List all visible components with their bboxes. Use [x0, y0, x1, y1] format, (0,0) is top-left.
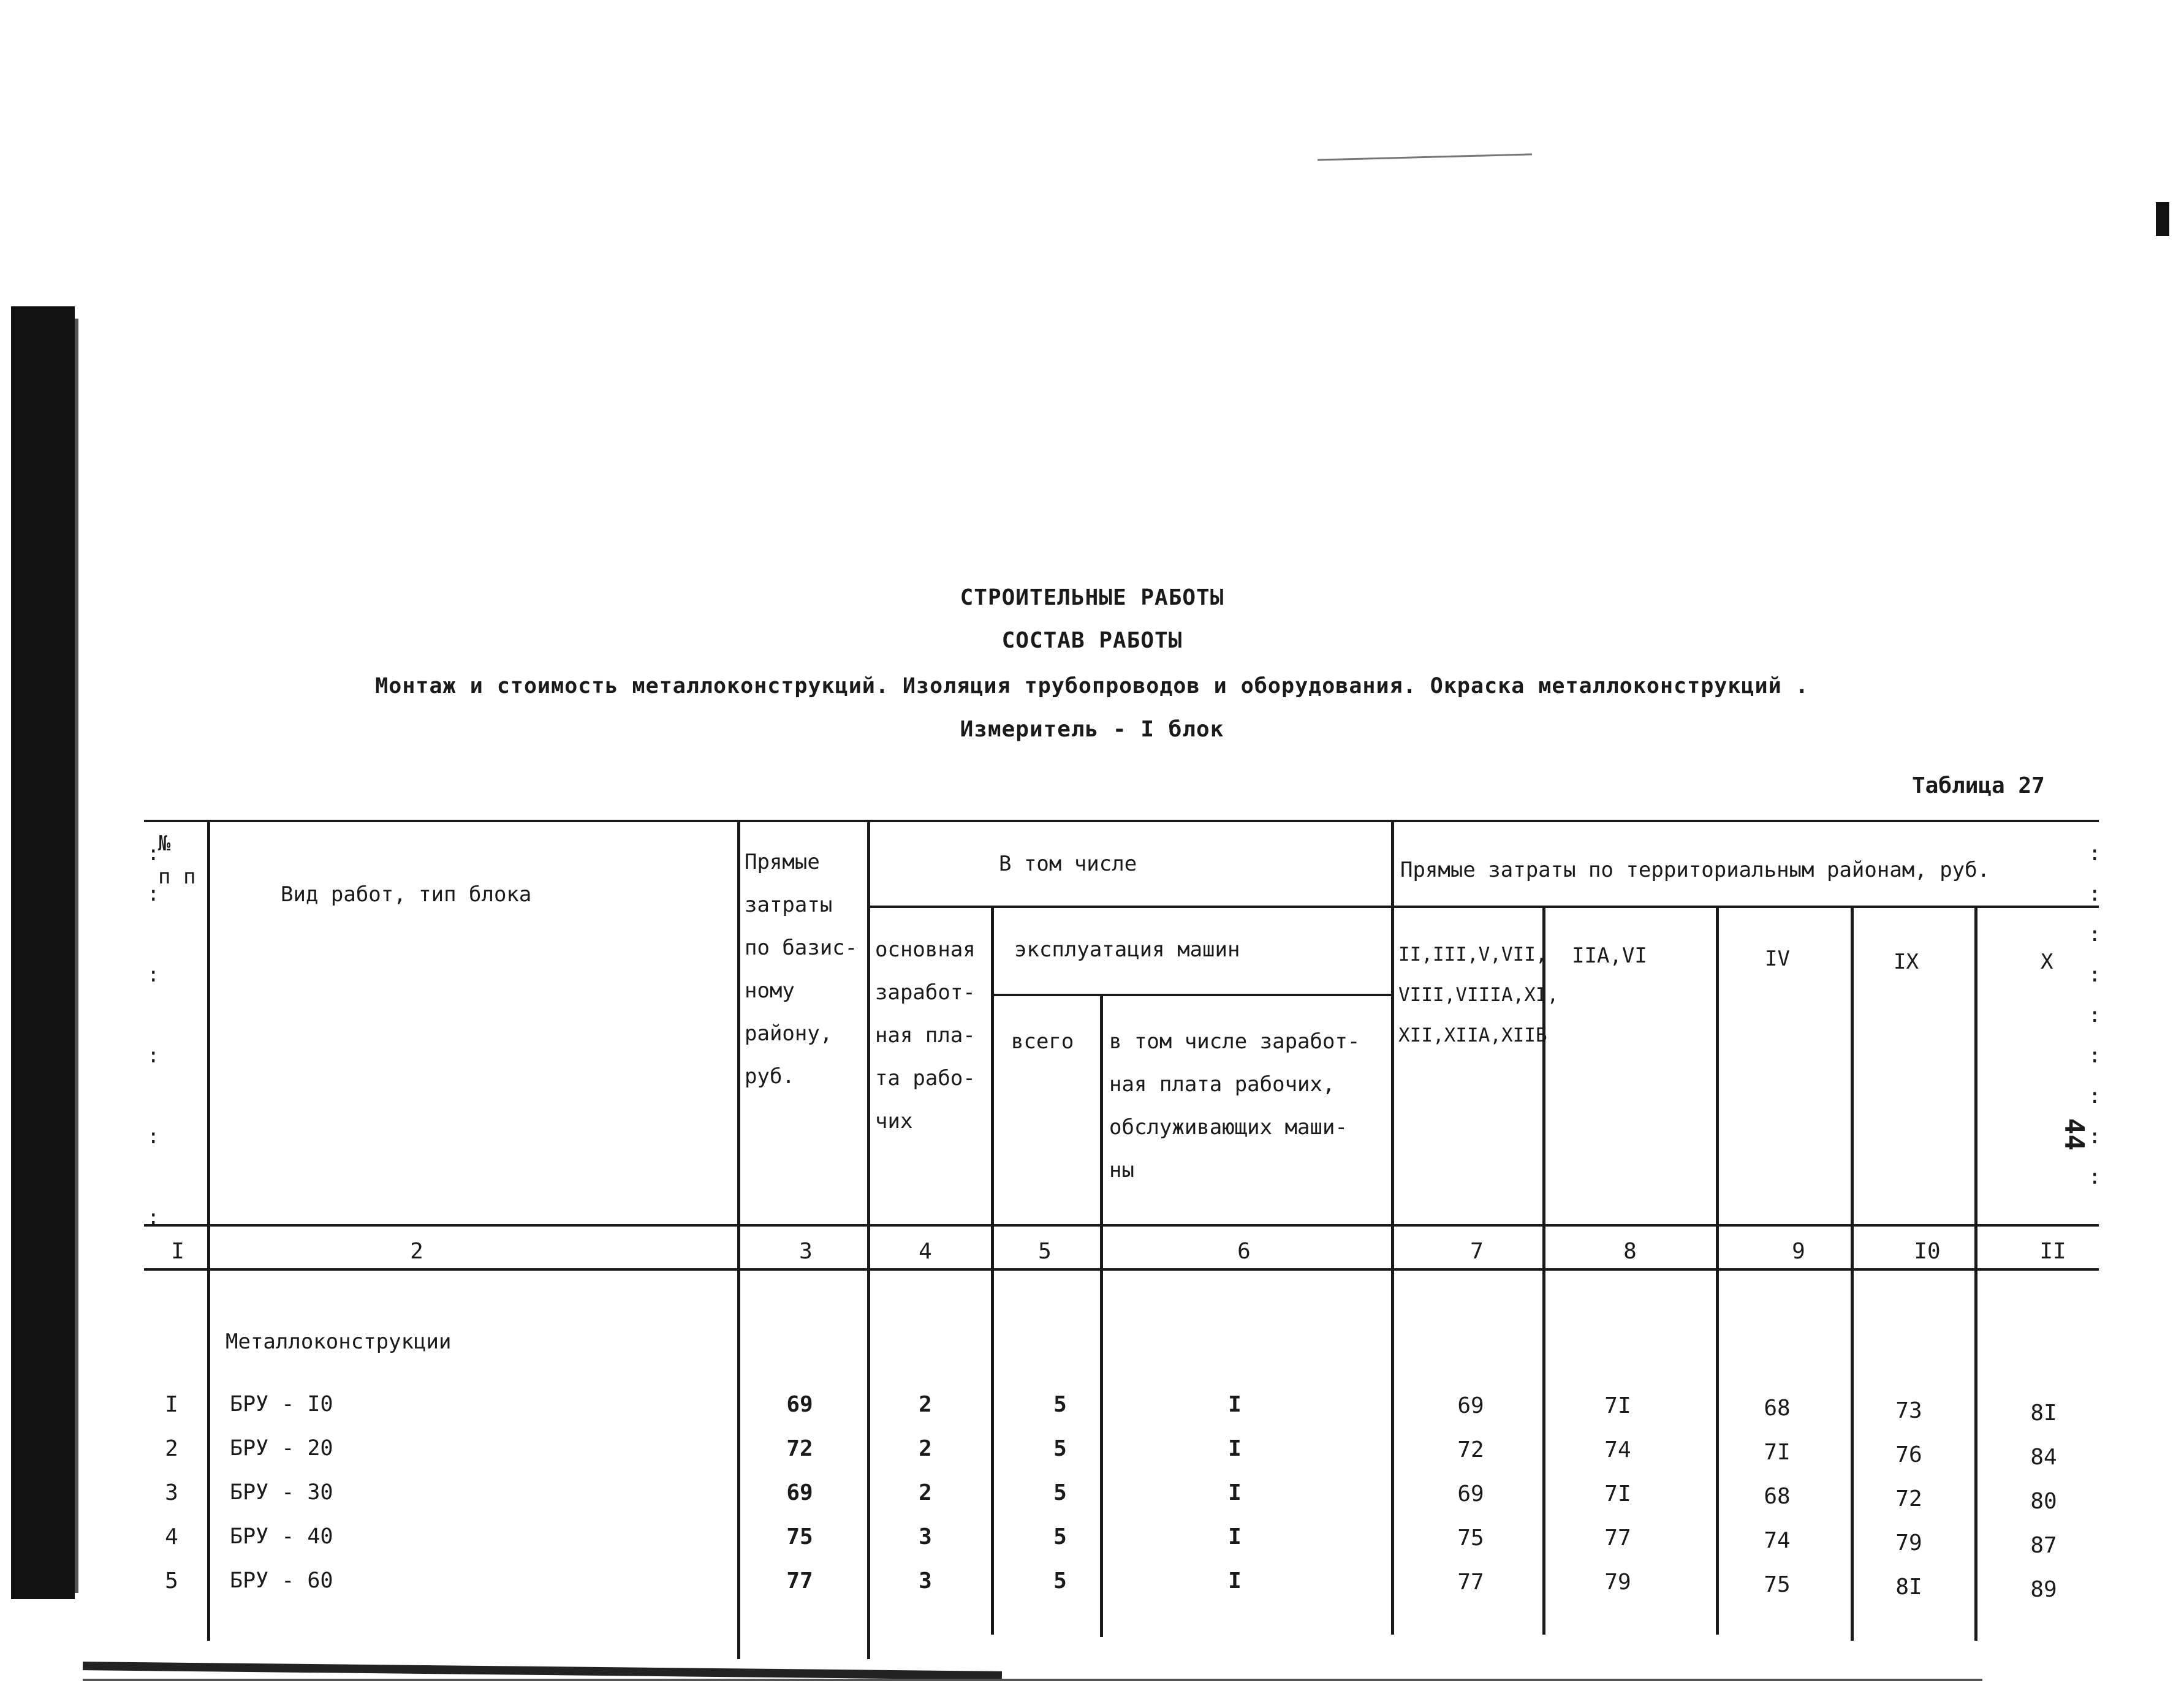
scan-shadow-edge — [75, 319, 78, 1593]
col-rule-2 — [737, 820, 740, 1659]
header-regions-11: X — [2041, 950, 2053, 974]
col-rule-5 — [1100, 994, 1103, 1637]
row-4-c7: 75 — [1457, 1526, 1484, 1551]
table-label: Таблица 27 — [1912, 773, 2045, 798]
row-2-n: 2 — [165, 1436, 178, 1461]
row-3-c3: 69 — [786, 1480, 813, 1505]
row-dots-right: : : : : : : : : : — [2088, 841, 2101, 1189]
row-2-c4: 2 — [919, 1436, 932, 1461]
header-bottom-rule — [144, 1224, 2099, 1227]
row-5-c5: 5 — [1053, 1568, 1067, 1594]
header-group-machines: эксплуатация машин — [1014, 937, 1240, 962]
row-3-c8: 7I — [1604, 1481, 1631, 1507]
col-rule-8 — [1716, 906, 1719, 1635]
row-2-c8: 74 — [1604, 1437, 1631, 1462]
col-rule-9 — [1851, 906, 1854, 1641]
row-1-name: БРУ - I0 — [230, 1392, 333, 1416]
colnum-11: II — [2039, 1239, 2066, 1264]
header-work-type: Вид работ, тип блока — [281, 882, 532, 907]
row-1-c9: 68 — [1764, 1396, 1791, 1421]
row-5-n: 5 — [165, 1568, 178, 1594]
row-1-c6: I — [1228, 1392, 1242, 1417]
row-1-c3: 69 — [786, 1392, 813, 1417]
colnum-7: 7 — [1470, 1239, 1484, 1264]
row-5-name: БРУ - 60 — [230, 1568, 333, 1593]
scan-line-bottom — [83, 1679, 1982, 1681]
row-3-c6: I — [1228, 1480, 1242, 1505]
col-rule-10 — [1974, 906, 1977, 1641]
row-3-c4: 2 — [919, 1480, 932, 1505]
header-sub-rule-2 — [993, 994, 1391, 996]
row-1-c5: 5 — [1053, 1392, 1067, 1417]
row-3-name: БРУ - 30 — [230, 1480, 333, 1505]
row-2-c11: 84 — [2030, 1445, 2057, 1470]
table-top-border — [144, 820, 2099, 822]
row-5-c6: I — [1228, 1568, 1242, 1594]
row-3-c9: 68 — [1764, 1484, 1791, 1509]
row-5-c4: 3 — [919, 1568, 932, 1594]
row-5-c8: 79 — [1604, 1570, 1631, 1595]
row-4-n: 4 — [165, 1524, 178, 1549]
work-description: Монтаж и стоимость металлоконструкций. Изоляция трубопроводов и оборудования. Окраска металлоконструкций . — [375, 674, 1809, 698]
header-regions-10: IX — [1894, 950, 1919, 974]
header-col-number: № п п — [158, 831, 196, 889]
row-4-c3: 75 — [786, 1524, 813, 1549]
row-2-c5: 5 — [1053, 1436, 1067, 1461]
row-4-name: БРУ - 40 — [230, 1524, 333, 1549]
row-3-c11: 80 — [2030, 1489, 2057, 1514]
row-4-c4: 3 — [919, 1524, 932, 1549]
row-5-c9: 75 — [1764, 1572, 1791, 1597]
scan-mark-right — [2156, 202, 2169, 236]
header-regions-9: IV — [1765, 947, 1790, 971]
scan-mark-top — [1318, 153, 1532, 161]
colnum-6: 6 — [1237, 1239, 1251, 1264]
row-4-c9: 74 — [1764, 1528, 1791, 1553]
row-3-n: 3 — [165, 1480, 178, 1505]
row-2-name: БРУ - 20 — [230, 1436, 333, 1461]
document-title: СТРОИТЕЛЬНЫЕ РАБОТЫ — [960, 585, 1224, 610]
document-subtitle: СОСТАВ РАБОТЫ — [1001, 628, 1183, 653]
scan-shadow-left — [11, 306, 75, 1599]
row-1-n: I — [165, 1392, 178, 1417]
row-5-c7: 77 — [1457, 1570, 1484, 1595]
header-base-wage: основная заработ- ная пла- та рабо- чих — [875, 937, 976, 1133]
col-rule-4 — [991, 906, 994, 1635]
colnum-5: 5 — [1038, 1239, 1052, 1264]
col-rule-6 — [1391, 820, 1394, 1635]
colnum-2: 2 — [410, 1239, 423, 1264]
scan-shadow-bottom — [83, 1662, 1002, 1680]
row-5-c10: 8I — [1895, 1575, 1922, 1600]
row-5-c3: 77 — [786, 1568, 813, 1594]
col-rule-3 — [867, 820, 870, 1659]
row-dots-left: : : : : : : — [147, 841, 160, 1230]
row-4-c5: 5 — [1053, 1524, 1067, 1549]
row-4-c6: I — [1228, 1524, 1242, 1549]
colnum-10: I0 — [1914, 1239, 1941, 1264]
colnum-9: 9 — [1792, 1239, 1805, 1264]
colnum-8: 8 — [1623, 1239, 1637, 1264]
section-label: Металлоконструкции — [226, 1329, 452, 1354]
colnum-1: I — [171, 1239, 184, 1264]
row-2-c7: 72 — [1457, 1437, 1484, 1462]
row-4-c11: 87 — [2030, 1533, 2057, 1558]
header-machines-total: всего — [1011, 1029, 1074, 1054]
row-4-c8: 77 — [1604, 1526, 1631, 1551]
row-2-c6: I — [1228, 1436, 1242, 1461]
header-regions-7: II,III,V,VII, VIII,VIIIА,XI, XII,XIIА,XIIБ — [1398, 944, 1559, 1046]
header-sub-rule-1 — [867, 906, 2099, 908]
measure-unit: Измеритель - I блок — [960, 717, 1224, 742]
row-1-c4: 2 — [919, 1392, 932, 1417]
row-3-c7: 69 — [1457, 1481, 1484, 1507]
row-2-c9: 7I — [1764, 1440, 1791, 1465]
header-regions-8: IIА,VI — [1572, 944, 1647, 968]
colnum-4: 4 — [919, 1239, 932, 1264]
row-3-c5: 5 — [1053, 1480, 1067, 1505]
row-3-c10: 72 — [1895, 1486, 1922, 1511]
row-2-c3: 72 — [786, 1436, 813, 1461]
row-1-c11: 8I — [2030, 1401, 2057, 1426]
row-1-c8: 7I — [1604, 1393, 1631, 1418]
row-4-c10: 79 — [1895, 1530, 1922, 1556]
colnum-bottom-rule — [144, 1268, 2099, 1271]
header-group-in-total: В том числе — [999, 852, 1137, 876]
colnum-3: 3 — [799, 1239, 813, 1264]
col-rule-1 — [207, 820, 210, 1641]
row-5-c11: 89 — [2030, 1577, 2057, 1602]
row-1-c10: 73 — [1895, 1398, 1922, 1423]
page-number: 44 — [2058, 1118, 2090, 1151]
row-2-c10: 76 — [1895, 1442, 1922, 1467]
header-group-regions: Прямые затраты по территориальным районам, руб. — [1400, 858, 1990, 882]
header-machine-wage: в том числе заработ- ная плата рабочих, обслуживающих маши- ны — [1109, 1029, 1360, 1182]
header-direct-costs: Прямые затраты по базис- ному району, руб. — [745, 850, 858, 1089]
row-1-c7: 69 — [1457, 1393, 1484, 1418]
